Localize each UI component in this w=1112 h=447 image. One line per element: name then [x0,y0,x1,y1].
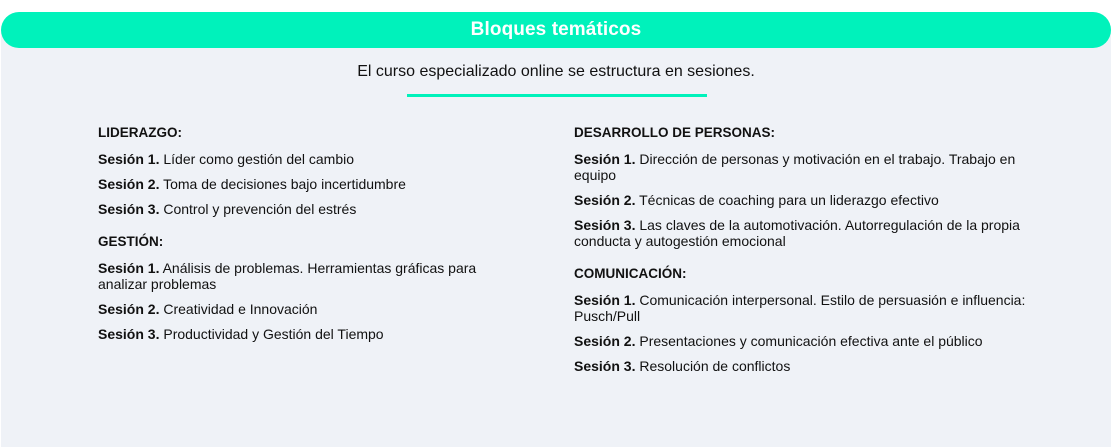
accent-divider [407,94,707,97]
block-desarrollo-personas [574,125,1059,249]
content-panel [1,12,1111,447]
session-number: Sesión 2. [574,192,636,208]
session-number: Sesión 1. [98,260,160,276]
session-item [574,217,1059,249]
block-gestion [98,234,528,342]
session-item [98,326,528,342]
session-number: Sesión 2. [98,301,160,317]
session-number: Sesión 3. [574,358,636,374]
header-bar [1,12,1111,48]
session-text: Toma de decisiones bajo incertidumbre [163,176,406,192]
session-number: Sesión 3. [98,326,160,342]
session-item [574,292,1059,324]
session-number: Sesión 1. [574,292,636,308]
session-item [98,301,528,317]
session-item [574,192,1059,208]
block-title: GESTIÓN: [98,234,164,249]
block-title: LIDERAZGO: [98,125,182,140]
block-title: DESARROLLO DE PERSONAS: [574,125,776,140]
block-liderazgo [98,125,528,217]
session-number: Sesión 3. [98,201,160,217]
session-text: Resolución de conflictos [639,358,791,374]
session-number: Sesión 2. [574,333,636,349]
session-item [98,201,528,217]
subtitle: El curso especializado online se estructura en sesiones. [357,63,755,80]
session-text: Dirección de personas y motivación en el trabajo. Trabajo en equipo [574,151,1016,183]
right-column [574,125,1059,391]
session-item [98,260,528,292]
session-text: Las claves de la automotivación. Autorregulación de la propia conducta y autogestión emocional [574,217,1020,249]
block-comunicacion [574,266,1059,374]
session-text: Técnicas de coaching para un liderazgo efectivo [639,192,939,208]
session-number: Sesión 1. [574,151,636,167]
block-title: COMUNICACIÓN: [574,266,687,281]
session-text: Análisis de problemas. Herramientas gráficas para analizar problemas [98,260,477,292]
session-text: Comunicación interpersonal. Estilo de persuasión e influencia: Pusch/Pull [574,292,1026,324]
session-text: Líder como gestión del cambio [163,151,355,167]
session-number: Sesión 3. [574,217,636,233]
session-text: Creatividad e Innovación [163,301,318,317]
session-item [574,333,1059,349]
session-item [98,151,528,167]
session-number: Sesión 1. [98,151,160,167]
session-text: Productividad y Gestión del Tiempo [163,326,384,342]
page-title: Bloques temáticos [470,19,642,40]
session-text: Control y prevención del estrés [163,201,357,217]
left-column [98,125,528,359]
session-item [574,151,1059,183]
session-item [98,176,528,192]
session-number: Sesión 2. [98,176,160,192]
session-item [574,358,1059,374]
session-text: Presentaciones y comunicación efectiva ante el público [639,333,983,349]
